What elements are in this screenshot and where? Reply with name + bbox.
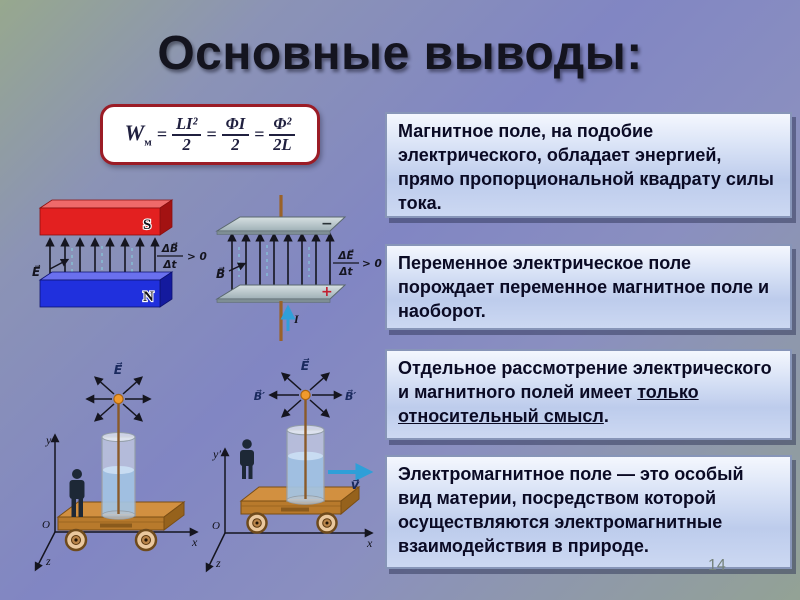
conclusion-text: Переменное электрическое поле порождает переменное магнитное поле и наоборот. — [398, 253, 770, 321]
rate-numerator: ΔB⃗ — [161, 243, 179, 255]
e-field-label: E⃗ — [32, 265, 41, 279]
cart-wheel — [66, 530, 86, 550]
rate-comparison: > 0 — [187, 251, 207, 263]
e-field-label: E⃗ — [300, 358, 310, 373]
charge-antenna — [88, 362, 149, 514]
conclusion-text: Электромагнитное поле — это особый вид материи, посредством которой осуществляются электромагнитные взаимодействия в природе. — [398, 464, 744, 556]
conclusion-box-4 — [385, 455, 792, 569]
north-pole-label: N — [143, 289, 154, 305]
db-dt-fraction — [157, 242, 207, 271]
rate-numerator: ΔE⃗ — [338, 250, 354, 262]
rate-denominator: Δt — [163, 259, 177, 271]
x-axis-label: x — [367, 536, 373, 550]
conclusion-box-1 — [385, 112, 792, 218]
formula-fraction-2: $\frac{\Phi I}{2}$ — [222, 115, 249, 155]
x-axis-label: x — [192, 535, 198, 549]
cart-wheel — [248, 514, 267, 533]
b-prime-right-label: B⃗′ — [345, 390, 357, 403]
charge-ball — [301, 390, 310, 399]
conclusion-text: . — [603, 405, 609, 426]
rate-denominator: Δt — [339, 266, 353, 278]
de-dt-fraction — [333, 249, 382, 278]
equals-sign: = — [206, 124, 217, 144]
energy-formula-box — [100, 104, 320, 165]
origin-label: O — [42, 519, 50, 531]
south-pole-magnet — [40, 200, 172, 235]
minus-charge-label: − — [321, 216, 333, 232]
charge-antenna — [254, 358, 357, 499]
capacitor-bottom-plate — [217, 284, 345, 303]
conclusion-text: Магнитное поле, на подобие электрического, обладает энергией, прямо пропорциональной квадрату силы тока. — [398, 121, 774, 213]
velocity-label: v⃗ — [350, 478, 360, 493]
current-label: I — [294, 312, 299, 326]
conclusion-box-2 — [385, 244, 792, 330]
page-number: 14 — [708, 557, 726, 574]
formula-lhs — [125, 120, 152, 148]
formula-symbol: W — [124, 120, 145, 146]
e-field-label: E⃗ — [113, 362, 123, 377]
rest-frame-cart-diagram — [22, 352, 212, 582]
z-axis-label: z — [46, 554, 51, 568]
magnetic-field-arrows — [232, 235, 330, 293]
formula-fraction-3: $\frac{\text{Φ²}}{2L}$ — [269, 115, 295, 155]
charge-ball — [114, 394, 123, 403]
plus-charge-label: + — [321, 284, 333, 300]
y-axis-label: y — [46, 433, 52, 447]
equals-sign: = — [254, 124, 265, 144]
rate-comparison: > 0 — [362, 258, 382, 270]
north-pole-magnet — [40, 272, 172, 307]
conclusion-box-3 — [385, 349, 792, 440]
conclusion-text: Отдельное рассмотрение электрического и магнитного полей имеет — [398, 358, 772, 402]
cart-wheel — [318, 514, 337, 533]
capacitor-field-diagram — [215, 189, 383, 349]
south-pole-label: S — [143, 217, 152, 233]
y-axis-label: y′ — [213, 447, 221, 461]
slide-title: Основные выводы: — [157, 27, 643, 80]
equals-sign: = — [156, 124, 167, 144]
origin-label: O — [212, 520, 220, 532]
formula-subscript: м — [144, 136, 152, 149]
b-field-label: B⃗ — [216, 267, 226, 281]
formula-fraction-1: $\frac{\text{LI²}}{2}$ — [172, 115, 201, 155]
conclusion-text-underlined: только относительный смысл — [398, 381, 699, 426]
cart-wheel — [136, 530, 156, 550]
observer-figure — [240, 439, 254, 479]
b-prime-left-label: B⃗′ — [253, 390, 265, 403]
current-callout — [288, 309, 300, 331]
capacitor-top-plate — [217, 216, 345, 235]
moving-frame-cart-diagram — [195, 348, 390, 593]
magnet-field-diagram — [28, 196, 213, 338]
b-field-callout — [216, 264, 244, 281]
z-axis-label: z — [216, 556, 221, 570]
